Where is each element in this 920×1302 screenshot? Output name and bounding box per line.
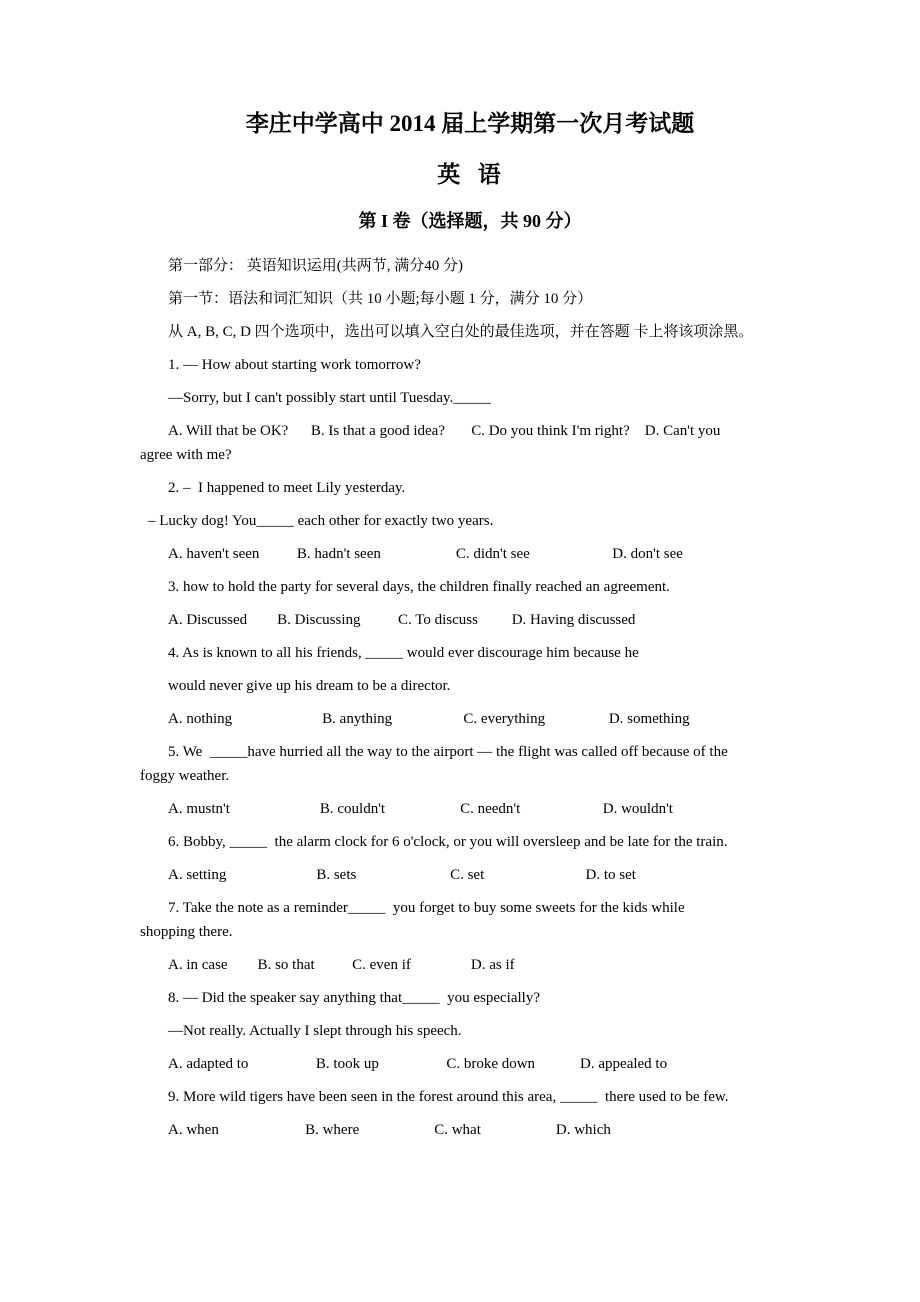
text-line: 9. More wild tigers have been seen in the forest around this area, _____ there used to be few. [168,1089,729,1105]
text-line: 8. — Did the speaker say anything that_____ you especially? [168,990,540,1006]
section-heading: 第 I 卷（选择题，共 90 分） [358,211,582,231]
text-line: shopping there. [140,924,233,940]
text-line: 7. Take the note as a reminder_____ you forget to buy some sweets for the kids while [168,900,685,916]
text-line: 2. – I happened to meet Lily yesterday. [168,480,406,496]
text-line: 从 A, B, C, D 四个选项中，选出可以填入空白处的最佳选项，并在答题 卡上将该项涂黑。 [168,324,754,340]
exam-title: 李庄中学高中 2014 届上学期第一次月考试题 [245,111,695,136]
text-line: 6. Bobby, _____ the alarm clock for 6 o'clock, or you will oversleep and be late for the train. [168,834,728,850]
text-line: —Sorry, but I can't possibly start until Tuesday._____ [168,390,491,406]
text-line: foggy weather. [140,768,230,784]
text-line: 第一节：语法和词汇知识（共 10 小题;每小题 1 分，满分 10 分） [168,291,593,307]
text-line: 5. We _____have hurried all the way to the airport — the flight was called off because of the [168,744,728,760]
exam-subject: 英 语 [437,162,503,187]
text-line: A. setting B. sets C. set D. to set [168,867,636,883]
text-line: would never give up his dream to be a director. [168,678,451,694]
text-line: A. Will that be OK? B. Is that a good idea? C. Do you think I'm right? D. Can't you [168,423,721,439]
text-line: 1. — How about starting work tomorrow? [168,357,421,373]
text-line: A. adapted to B. took up C. broke down D. appealed to [168,1056,668,1072]
text-line: agree with me? [140,447,232,463]
text-line: A. mustn't B. couldn't C. needn't D. wouldn't [168,801,673,817]
text-line: A. in case B. so that C. even if D. as if [168,957,515,973]
text-line: A. when B. where C. what D. which [168,1122,611,1138]
exam-body [140,254,800,1142]
text-line: A. haven't seen B. hadn't seen C. didn't see D. don't see [168,546,683,562]
text-line: – Lucky dog! You_____ each other for exactly two years. [148,513,494,529]
text-line: 第一部分： 英语知识运用(共两节, 满分40 分) [168,258,463,274]
text-line: A. Discussed B. Discussing C. To discuss D. Having discussed [168,612,636,628]
text-line: 3. how to hold the party for several days, the children finally reached an agreement. [168,579,670,595]
text-line: 4. As is known to all his friends, _____ would ever discourage him because he [168,645,639,661]
text-line: A. nothing B. anything C. everything D. something [168,711,690,727]
text-line: —Not really. Actually I slept through his speech. [168,1023,462,1039]
